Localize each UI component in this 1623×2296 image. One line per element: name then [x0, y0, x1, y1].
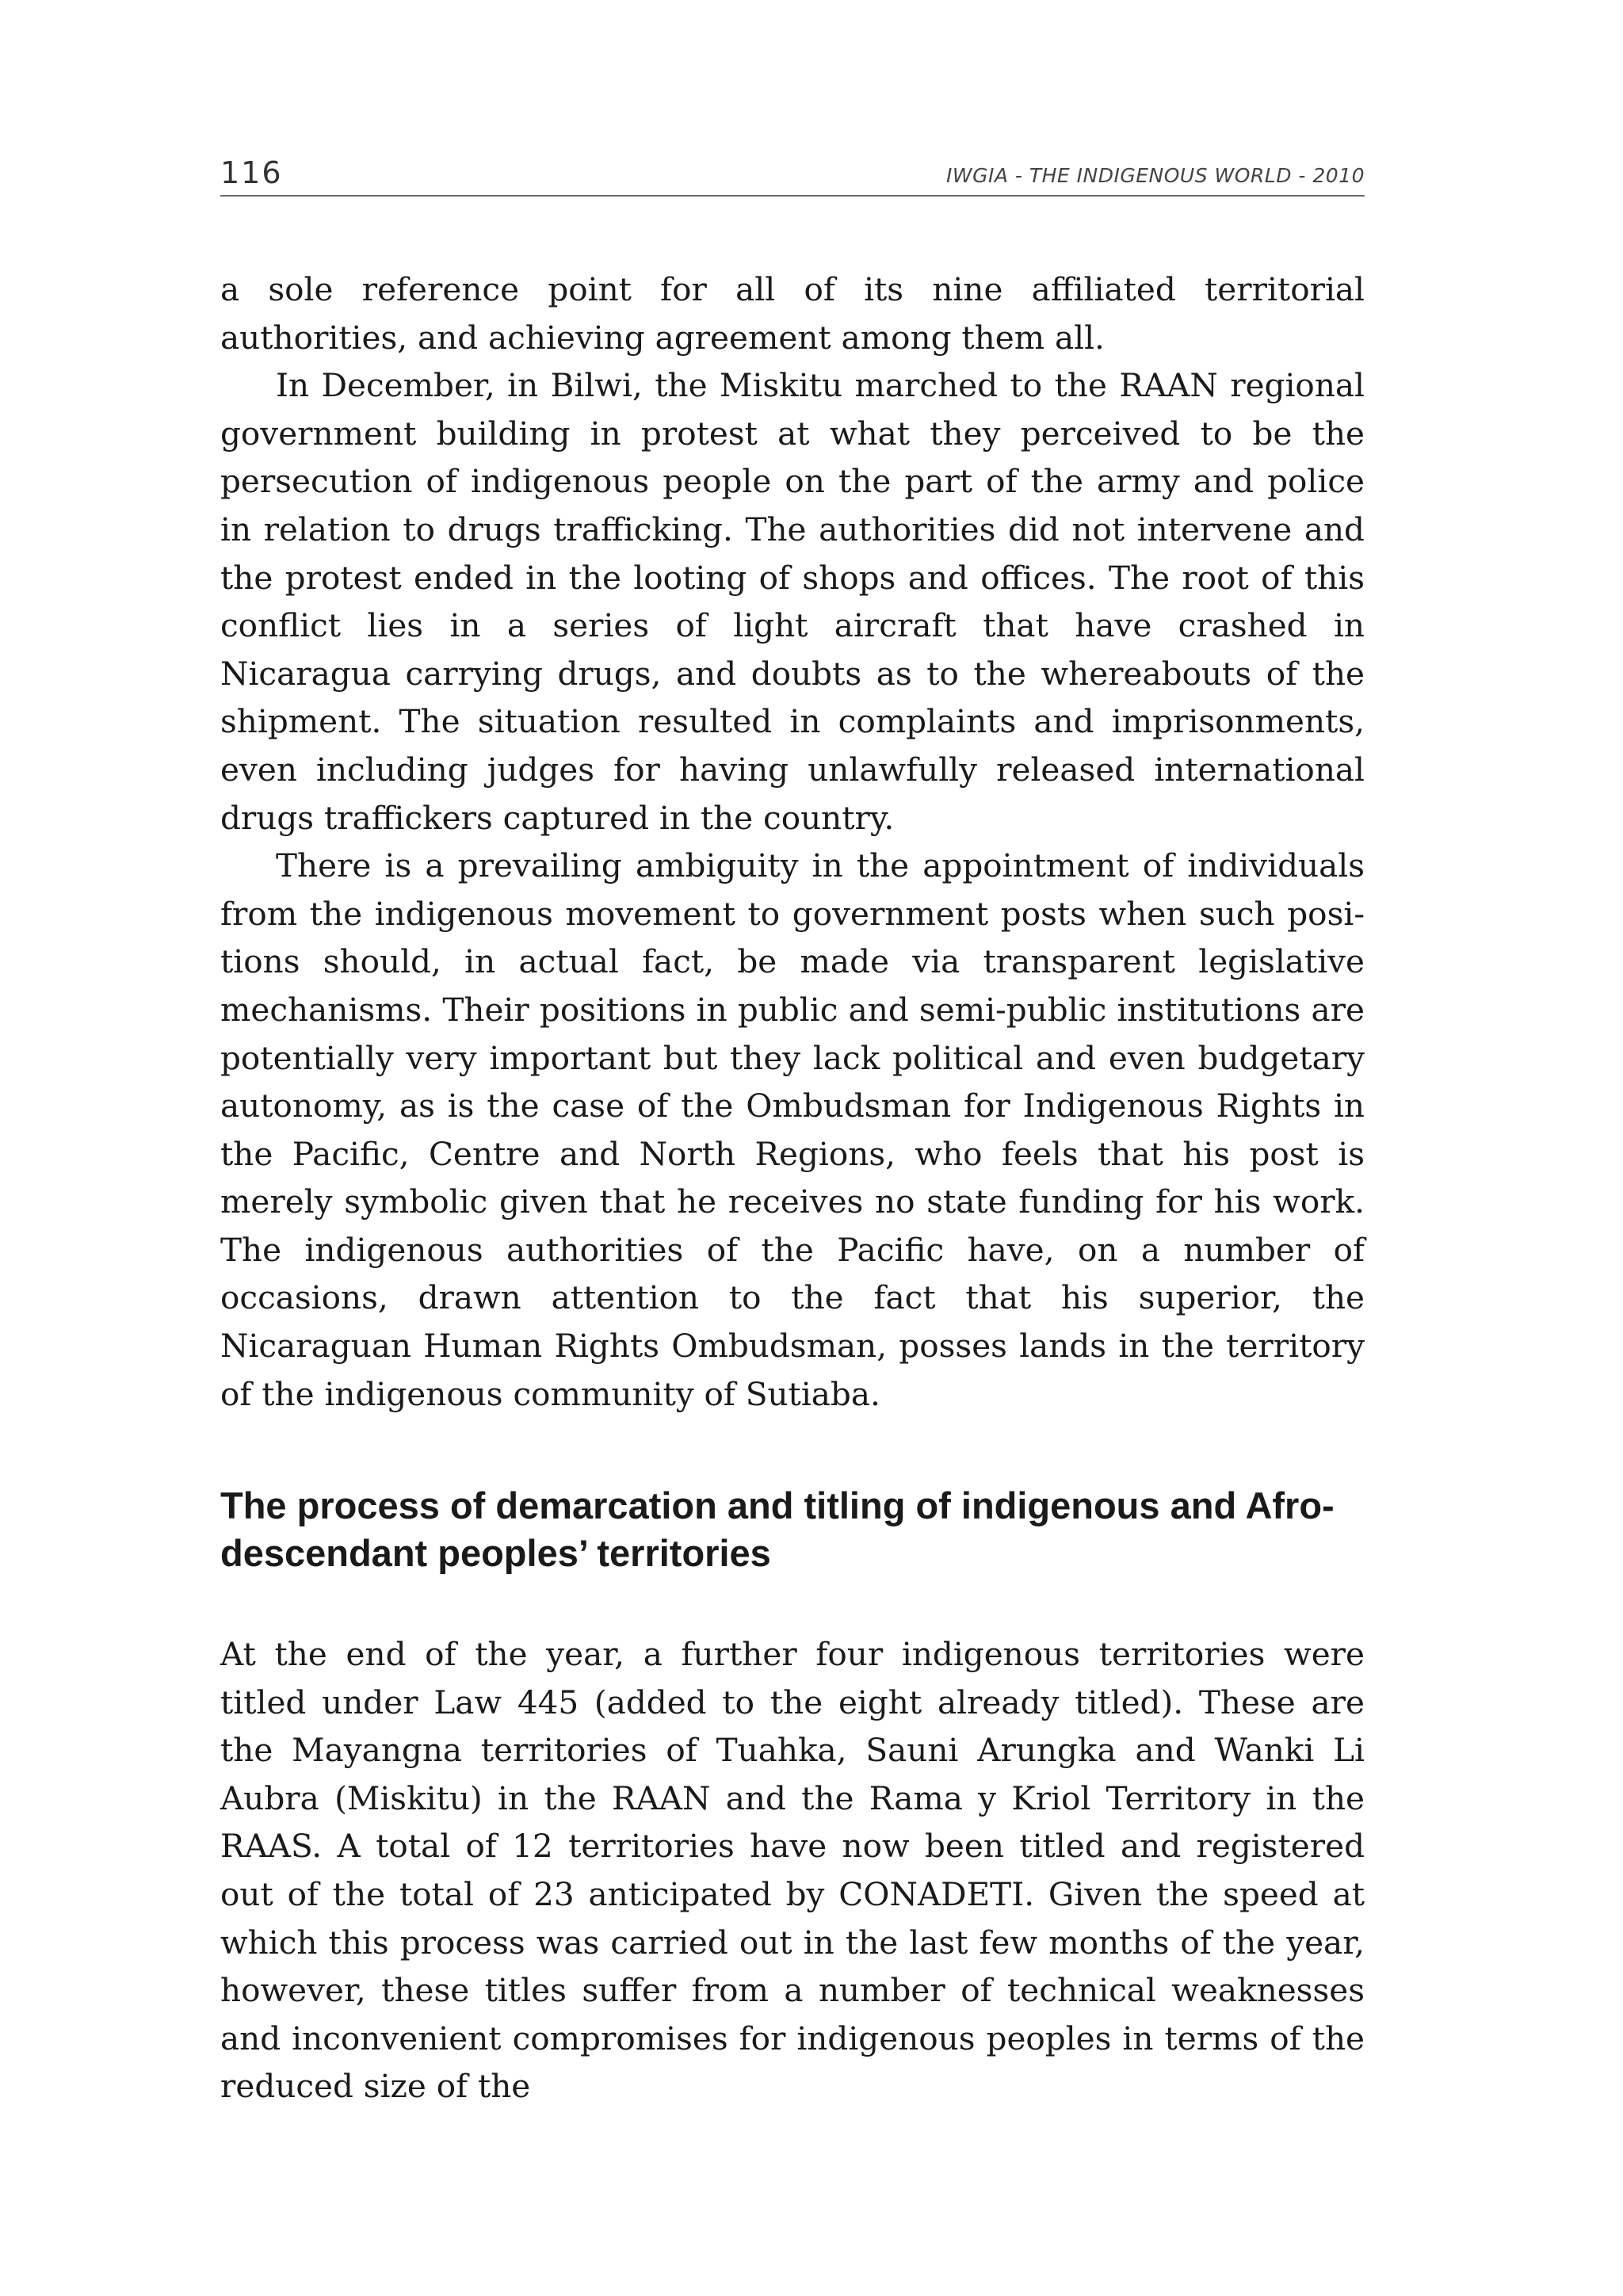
page-header — [220, 155, 1365, 197]
section-heading: The process of demarcation and titling of indigenous and Afro-descendant peoples’ territories — [220, 1484, 1335, 1574]
paragraph: In December, in Bilwi, the Miskitu marched to the RAAN regional government building in protest at what they perceived to be the persecution of indigenous people on the part of the army and police in relation to drugs trafficking. The authorities did not intervene and the protest ended in the looting of shops and offices. The root of this conflict lies in a series of light aircraft that have crashed in Nicaragua carrying drugs, and doubts as to the whereabouts of the shipment. The situation resulted in complaints and imprisonments, even including judges for having unlawfully released international drugs traffickers captured in the country. — [220, 366, 1365, 837]
page-number: 116 — [220, 155, 283, 190]
body-text-block — [220, 266, 1365, 1418]
paragraph: There is a prevailing ambiguity in the appointment of individuals from the indigenous movement to government posts when such positions should, in actual fact, be made via transparent legislative mechanisms. Their positions in public and semi-public institutions are potentially very important but they lack political and even budgetary autonomy, as is the case of the Ombudsman for Indigenous Rights in the Pacific, Centre and North Regions, who feels that his post is merely symbolic given that he receives no state funding for his work. The indigenous authorities of the Pacific have, on a number of occasions, drawn attention to the fact that his superior, the Nicaraguan Human Rights Ombudsman, posses lands in the territory of the indigenous community of Sutiaba. — [220, 846, 1365, 1413]
paragraph: At the end of the year, a further four indigenous territories were titled under Law 445 (added to the eight already titled). These are the Mayangna territories of Tuahka, Sauni Arungka and Wanki Li Aubra (Miskitu) in the RAAN and the Rama y Kriol Territory in the RAAS. A total of 12 territories have now been titled and registered out of the total of 23 anticipated by CONADETI. Given the speed at which this process was carried out in the last few months of the year, however, these titles suffer from a number of technical weaknesses and inconvenient compromises for indigenous peoples in terms of the reduced size of the — [220, 1635, 1365, 2106]
paragraph: a sole reference point for all of its nine affiliated territorial authorities, and achieving agreement among them all. — [220, 270, 1365, 357]
running-title: IWGIA - THE INDIGENOUS WORLD - 2010 — [945, 164, 1365, 187]
section-body-text — [220, 1630, 1365, 2111]
